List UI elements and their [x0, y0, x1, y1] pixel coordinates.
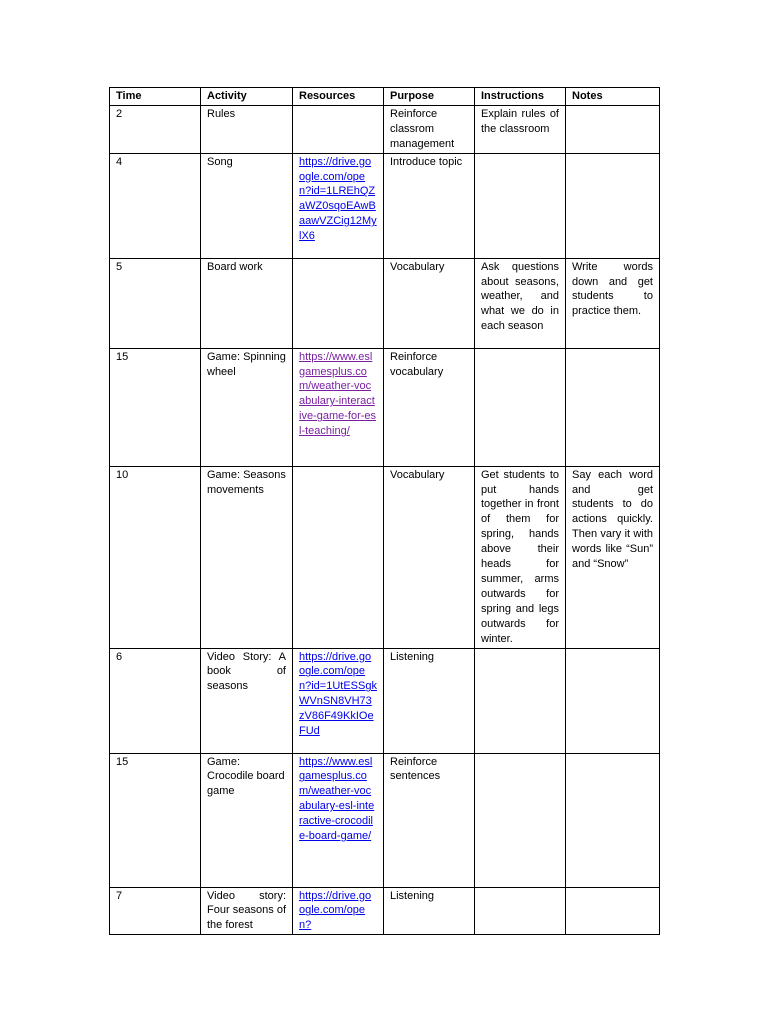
notes-cell — [566, 153, 660, 258]
instructions-cell — [475, 153, 566, 258]
purpose-cell: Listening — [384, 887, 475, 935]
table-row — [110, 648, 660, 753]
notes-cell — [566, 105, 660, 153]
resource-cell — [293, 466, 384, 648]
activity-cell: Video story: Four seasons of the forest — [201, 887, 293, 935]
resource-link[interactable]: https://drive.google.com/open?id=1UtESSgkWVnSN8VH73zV86F49KkIOeFUd — [299, 650, 377, 738]
purpose-cell: Vocabulary — [384, 466, 475, 648]
activity-cell: Game: Crocodile board game — [201, 753, 293, 887]
activity-cell: Game: Spinning wheel — [201, 348, 293, 466]
header-instructions: Instructions — [475, 88, 566, 106]
time-cell: 5 — [110, 258, 201, 348]
purpose-cell: Reinforce vocabulary — [384, 348, 475, 466]
table-row — [110, 466, 660, 648]
table-row — [110, 887, 660, 935]
resource-link[interactable]: https://drive.google.com/open?id=1LREhQZaWZ0sqoEAwBaawVZCig12MylX6 — [299, 155, 377, 243]
notes-cell: Write words down and get students to practice them. — [566, 258, 660, 348]
table-row — [110, 753, 660, 887]
time-cell: 10 — [110, 466, 201, 648]
resource-cell — [293, 887, 384, 935]
activity-cell: Video Story: A book of seasons — [201, 648, 293, 753]
purpose-cell: Vocabulary — [384, 258, 475, 348]
purpose-cell: Listening — [384, 648, 475, 753]
table-row — [110, 348, 660, 466]
time-cell: 7 — [110, 887, 201, 935]
instructions-cell: Explain rules of the classroom — [475, 105, 566, 153]
purpose-cell: Introduce topic — [384, 153, 475, 258]
purpose-cell: Reinforce sentences — [384, 753, 475, 887]
resource-cell — [293, 258, 384, 348]
header-resources: Resources — [293, 88, 384, 106]
table-row — [110, 258, 660, 348]
notes-cell: Say each word and get students to do actions quickly. Then vary it with words like “Sun” and “Snow” — [566, 466, 660, 648]
instructions-cell — [475, 348, 566, 466]
activity-cell: Game: Seasons movements — [201, 466, 293, 648]
resource-cell — [293, 105, 384, 153]
notes-cell — [566, 348, 660, 466]
time-cell: 2 — [110, 105, 201, 153]
header-purpose: Purpose — [384, 88, 475, 106]
resource-link[interactable]: https://www.eslgamesplus.com/weather-vocabulary-esl-interactive-crocodile-board-game/ — [299, 755, 375, 843]
time-cell: 4 — [110, 153, 201, 258]
resource-link[interactable]: https://drive.google.com/open? — [299, 889, 372, 932]
instructions-cell — [475, 753, 566, 887]
activity-cell: Rules — [201, 105, 293, 153]
resource-link[interactable]: https://www.eslgamesplus.com/weather-vocabulary-interactive-game-for-esl-teaching/ — [299, 350, 377, 438]
activity-cell: Board work — [201, 258, 293, 348]
instructions-cell: Ask questions about seasons, weather, and what we do in each season — [475, 258, 566, 348]
instructions-cell: Get students to put hands together in front of them for spring, hands above their heads for summer, arms outwards for spring and legs outwards for winter. — [475, 466, 566, 648]
time-cell: 6 — [110, 648, 201, 753]
notes-cell — [566, 753, 660, 887]
lesson-plan-table — [109, 87, 660, 935]
notes-cell — [566, 887, 660, 935]
header-notes: Notes — [566, 88, 660, 106]
header-time: Time — [110, 88, 201, 106]
table-row — [110, 105, 660, 153]
resource-cell — [293, 348, 384, 466]
resource-cell — [293, 753, 384, 887]
notes-cell — [566, 648, 660, 753]
resource-cell — [293, 648, 384, 753]
header-activity: Activity — [201, 88, 293, 106]
activity-cell: Song — [201, 153, 293, 258]
purpose-cell: Reinforce classrom management — [384, 105, 475, 153]
instructions-cell — [475, 887, 566, 935]
instructions-cell — [475, 648, 566, 753]
header-row — [110, 88, 660, 106]
time-cell: 15 — [110, 753, 201, 887]
table-row — [110, 153, 660, 258]
time-cell: 15 — [110, 348, 201, 466]
resource-cell — [293, 153, 384, 258]
